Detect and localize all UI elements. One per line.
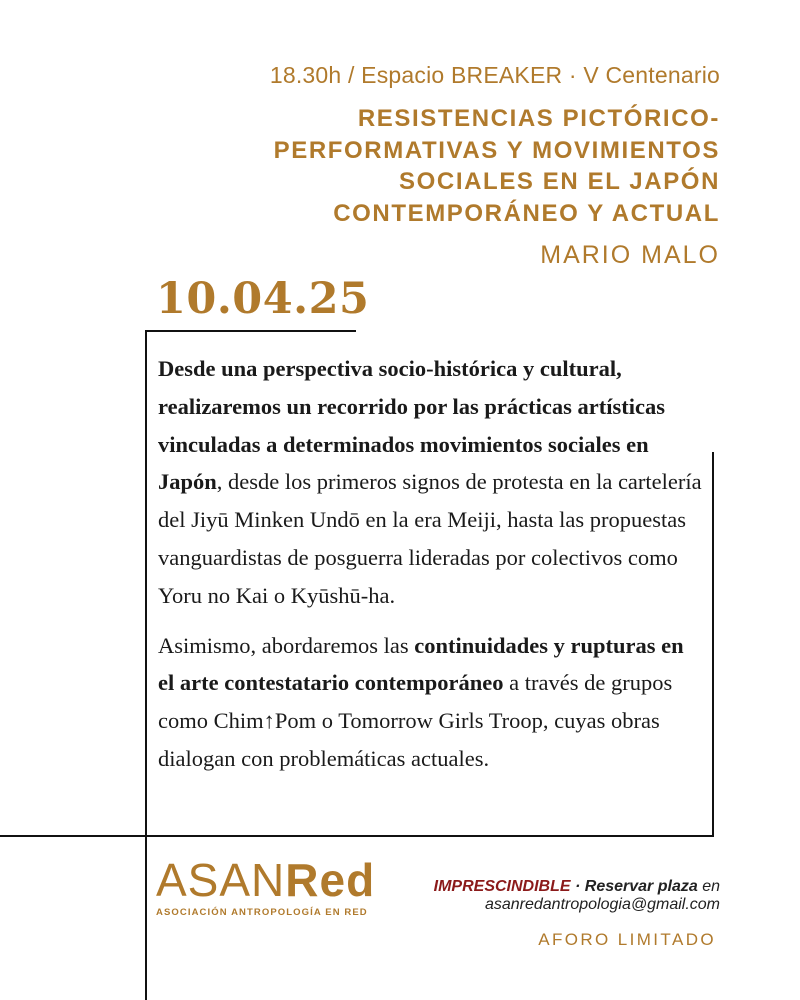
description-text: a través de grupos como Chim↑Pom o Tomorrow Girls Troop, cuyas obras dialogan con problemáticas actuales. xyxy=(158,670,673,771)
title-line: PERFORMATIVAS Y MOVIMIENTOS xyxy=(273,136,720,164)
logo-wordmark-bold: Red xyxy=(285,854,376,906)
reservation-line xyxy=(434,878,720,896)
title-line: CONTEMPORÁNEO Y ACTUAL xyxy=(333,199,720,227)
description-text: Asimismo, abordaremos las xyxy=(158,632,415,658)
frame-line-top xyxy=(145,330,356,332)
logo-wordmark xyxy=(156,854,376,906)
frame-line-right xyxy=(712,452,714,837)
reserve-connector: en xyxy=(697,878,720,895)
logo-wordmark-regular: ASAN xyxy=(156,854,286,906)
description-highlight: continuidades y rupturas en el arte contestatario contemporáneo xyxy=(158,632,684,696)
required-label: IMPRESCINDIBLE xyxy=(433,878,571,895)
event-header xyxy=(270,62,720,270)
reserve-action: Reservar plaza xyxy=(584,878,698,895)
separator: · xyxy=(570,878,585,895)
capacity-notice: AFORO LIMITADO xyxy=(538,930,716,949)
event-schedule: 18.30h / Espacio BREAKER · V Centenario xyxy=(269,62,720,88)
speaker-name: MARIO MALO xyxy=(540,241,720,269)
event-date: 10.04.25 xyxy=(156,274,370,324)
asanred-logo xyxy=(156,854,376,918)
logo-subtitle: ASOCIACIÓN ANTROPOLOGÍA EN RED xyxy=(156,907,368,918)
frame-line-bottom xyxy=(0,835,714,837)
title-line: SOCIALES EN EL JAPÓN xyxy=(399,168,720,195)
description-highlight: Desde una perspectiva socio-histórica y cultural, realizaremos un recorrido por las prácticas artísticas vinculadas a determinados movimientos sociales en Japón xyxy=(158,356,665,495)
frame-line-left xyxy=(145,330,147,1000)
description-text: , desde los primeros signos de protesta en la cartelería del Jiyū Minken Undō en la era Meiji, hasta las propuestas vanguardistas de posguerra lideradas por colectivos como Yoru no Kai o Kyūshū-ha. xyxy=(158,469,702,608)
event-description xyxy=(158,350,703,778)
description-paragraph-1 xyxy=(158,350,703,615)
reservation-info xyxy=(434,878,720,914)
title-line: RESISTENCIAS PICTÓRICO- xyxy=(357,105,720,132)
event-title xyxy=(270,103,720,229)
description-paragraph-2 xyxy=(158,627,703,778)
reservation-email[interactable]: asanredantropologia@gmail.com xyxy=(484,896,720,913)
